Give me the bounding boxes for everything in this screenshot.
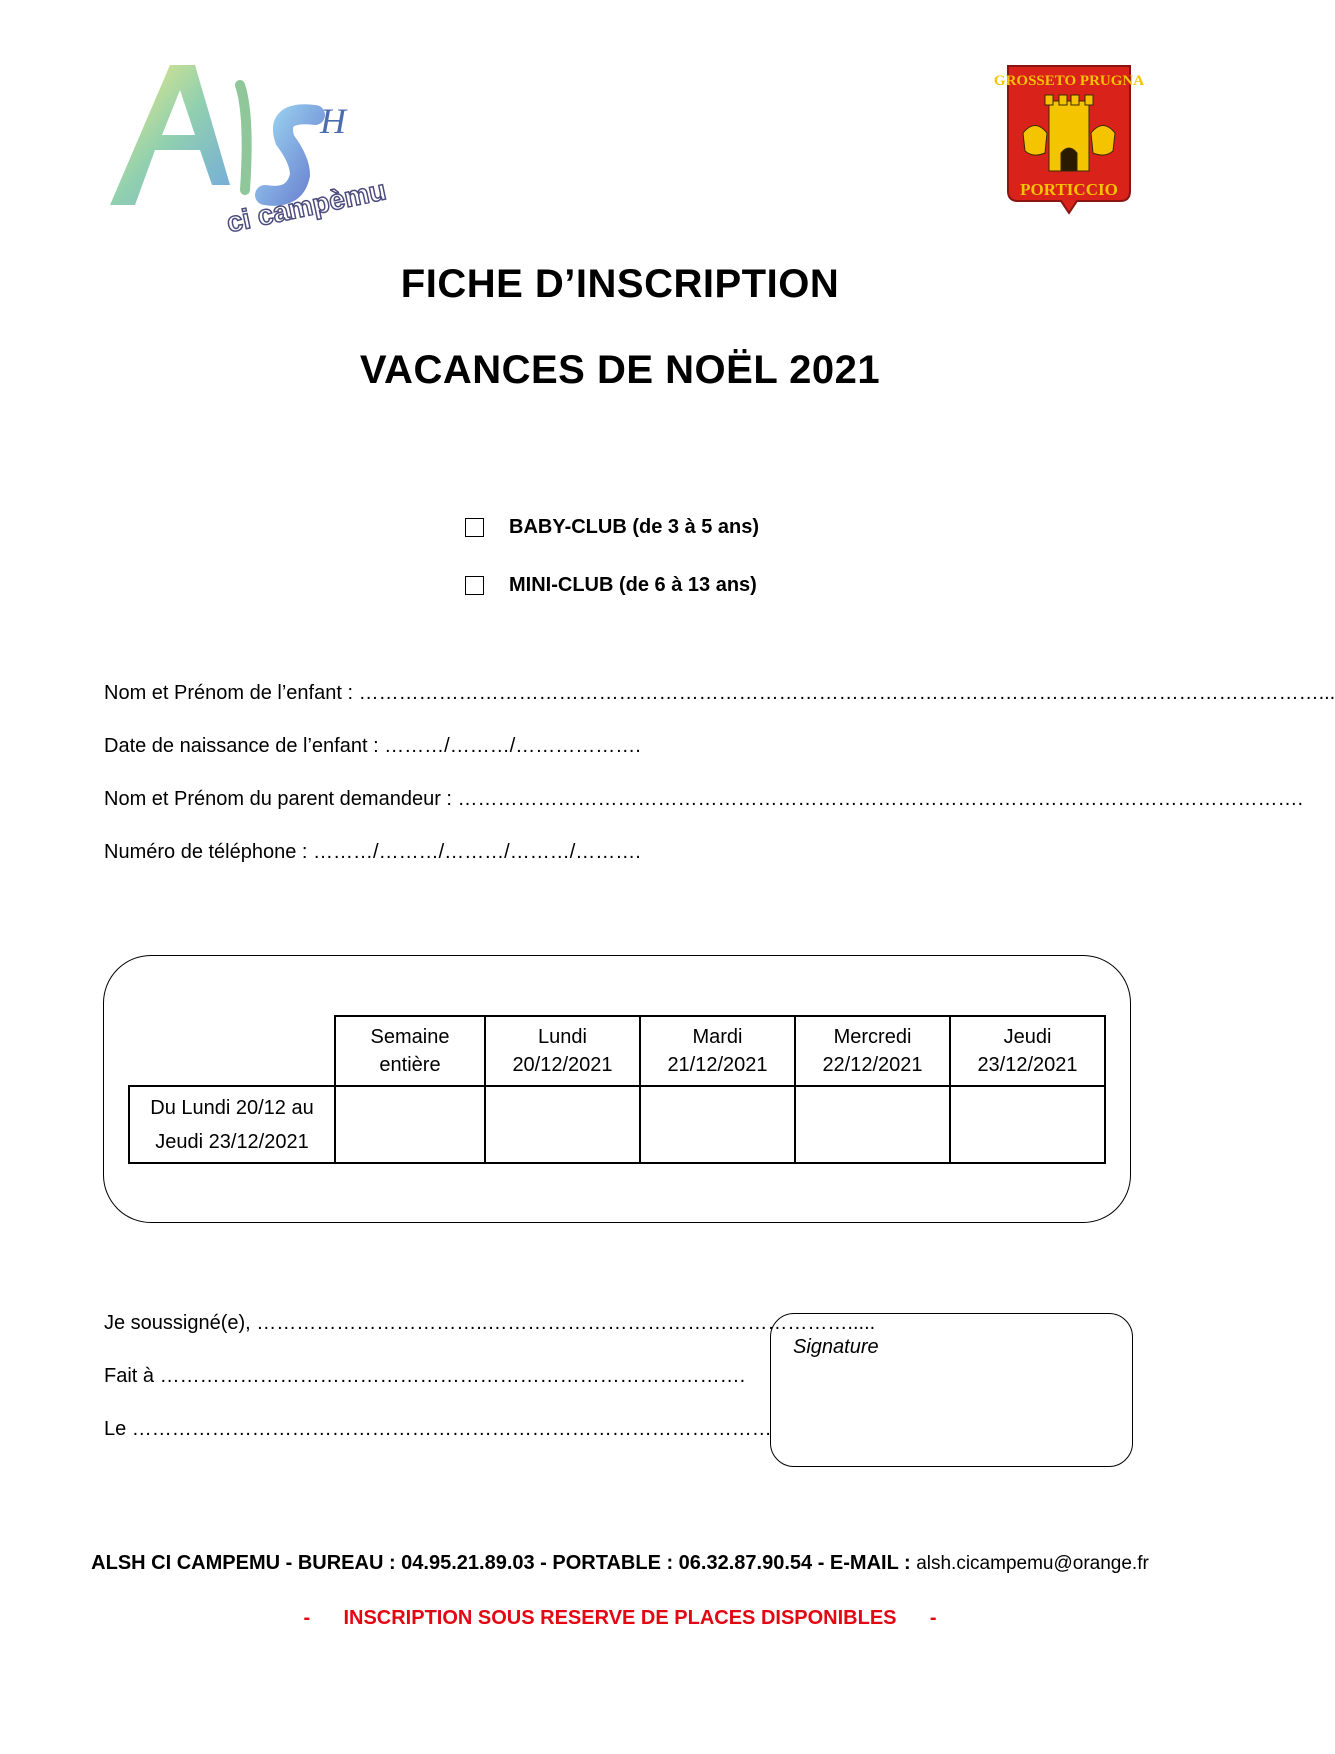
col-mercredi-line2: 22/12/2021 [822, 1054, 923, 1076]
form-subtitle: VACANCES DE NOËL 2021 [359, 348, 881, 392]
row-label-line2: Jeudi 23/12/2021 [155, 1130, 309, 1153]
schedule-header-row [129, 1016, 1105, 1086]
schedule-week-row [129, 1086, 1105, 1163]
option-baby-club[interactable] [465, 516, 759, 539]
place-field[interactable]: Fait à ……………………………………………………………………………. [104, 1365, 746, 1387]
footer-notice: - INSCRIPTION SOUS RESERVE DE PLACES DISPONIBLES - [303, 1607, 937, 1629]
schedule-table [128, 1015, 1106, 1164]
cell-jeudi[interactable] [950, 1086, 1105, 1163]
footer-contact [0, 1552, 1240, 1575]
footer-contact-text: ALSH CI CAMPEMU - BUREAU : 04.95.21.89.03 - PORTABLE : 06.32.87.90.54 - E-MAIL : [91, 1552, 917, 1574]
cell-mardi[interactable] [640, 1086, 795, 1163]
col-jeudi [950, 1016, 1105, 1086]
form-title: FICHE D’INSCRIPTION [400, 262, 840, 306]
row-label-line1: Du Lundi 20/12 au [150, 1096, 314, 1119]
col-lundi-line1: Lundi [538, 1026, 587, 1048]
parent-name-field[interactable]: Nom et Prénom du parent demandeur : ………………………………………………………………………………………………………………. [104, 788, 1304, 810]
phone-field[interactable]: Numéro de téléphone : ………/………/………/………/………. [104, 841, 641, 863]
cell-mercredi[interactable] [795, 1086, 950, 1163]
row-label-week [129, 1086, 335, 1163]
col-semaine-line2: entière [379, 1054, 441, 1076]
crest-bottom-text: PORTICCIO [1020, 180, 1118, 199]
checkbox-mini-club[interactable] [465, 576, 484, 595]
col-mardi-line2: 21/12/2021 [667, 1054, 768, 1076]
col-semaine-line1: Semaine [370, 1026, 450, 1048]
col-mardi [640, 1016, 795, 1086]
col-jeudi-line2: 23/12/2021 [977, 1054, 1078, 1076]
option-mini-club-label: MINI-CLUB (de 6 à 13 ans) [509, 574, 757, 596]
cell-semaine[interactable] [335, 1086, 485, 1163]
col-semaine [335, 1016, 485, 1086]
undersigned-field[interactable]: Je soussigné(e), ……………………………..………………………………………………..... [104, 1312, 876, 1334]
col-mercredi-line1: Mercredi [833, 1026, 912, 1048]
col-jeudi-line1: Jeudi [1003, 1026, 1052, 1048]
col-mardi-line1: Mardi [692, 1026, 743, 1048]
logo-tagline: ci campèmu [223, 174, 389, 239]
crest-top-text: GROSSETO PRUGNA [993, 73, 1145, 89]
schedule-corner [129, 1016, 335, 1086]
child-name-field[interactable]: Nom et Prénom de l’enfant : ………………………………………………………………………………………………………………………………... [104, 682, 1335, 704]
col-lundi-line2: 20/12/2021 [512, 1054, 613, 1076]
footer-email[interactable]: alsh.cicampemu@orange.fr [916, 1553, 1149, 1574]
grosseto-prugna-crest [993, 63, 1145, 215]
option-mini-club[interactable] [465, 574, 757, 597]
col-mercredi [795, 1016, 950, 1086]
checkbox-baby-club[interactable] [465, 518, 484, 537]
signature-label: Signature [793, 1336, 879, 1358]
date-field[interactable]: Le …………………………………………………………………………………… [104, 1418, 772, 1440]
col-lundi [485, 1016, 640, 1086]
cell-lundi[interactable] [485, 1086, 640, 1163]
signature-box[interactable] [770, 1313, 1133, 1467]
alsh-logo [100, 55, 430, 239]
logo-h-letter: H [320, 101, 346, 141]
option-baby-club-label: BABY-CLUB (de 3 à 5 ans) [509, 516, 760, 538]
birth-date-field[interactable]: Date de naissance de l’enfant : ………/………/………………. [104, 735, 641, 757]
